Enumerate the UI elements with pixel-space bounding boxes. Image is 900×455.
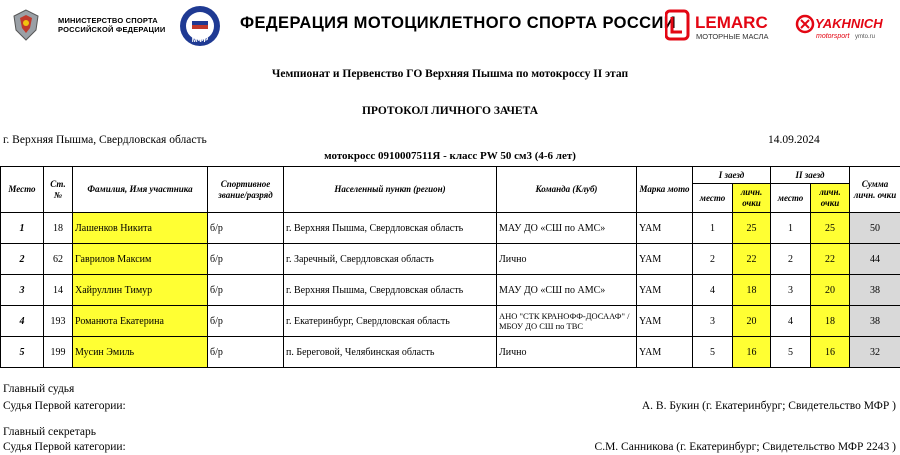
judge-name: А. В. Букин (г. Екатеринбург; Свидетельство МФР ) (641, 400, 896, 412)
header-heat1-points: личн. очки (733, 184, 771, 213)
cell-rank: б/р (208, 213, 284, 244)
header-row (1, 167, 900, 184)
cell-h2-place: 4 (771, 306, 811, 337)
cell-name: Лашенков Никита (73, 213, 208, 244)
cell-city: г. Верхняя Пышма, Свердловская область (284, 275, 497, 306)
header-heat2-place: место (771, 184, 811, 213)
cell-city: г. Верхняя Пышма, Свердловская область (284, 213, 497, 244)
cell-brand: YAM (637, 337, 693, 368)
date: 14.09.2024 (768, 134, 820, 146)
cell-h1-points: 25 (733, 213, 771, 244)
cell-h1-points: 18 (733, 275, 771, 306)
cell-rank: б/р (208, 337, 284, 368)
header-place: Место (1, 167, 44, 213)
cell-team: АНО "СТК КРАНОФФ-ДОСААФ" / МБОУ ДО СШ по ТВС (497, 306, 637, 337)
cell-name: Хайруллин Тимур (73, 275, 208, 306)
table-row (1, 244, 900, 275)
ministry-name: МИНИСТЕРСТВО СПОРТА РОССИЙСКОЙ ФЕДЕРАЦИИ (58, 16, 166, 34)
class-line: мотокросс 0910007511Я - класс PW 50 см3 (4-6 лет) (324, 150, 576, 162)
yakhnich-logo (795, 12, 895, 46)
lemarc-name: LEMARC (695, 13, 768, 32)
cell-h2-place: 2 (771, 244, 811, 275)
cell-city: г. Заречный, Свердловская область (284, 244, 497, 275)
secretary-name: С.М. Санникова (г. Екатеринбург; Свидетельство МФР 2243 ) (594, 441, 896, 453)
yakhnich-site: ymto.ru (855, 34, 876, 40)
cell-brand: YAM (637, 306, 693, 337)
lemarc-tagline: МОТОРНЫЕ МАСЛА (696, 32, 769, 41)
cell-team: МАУ ДО «СШ по АМС» (497, 275, 637, 306)
yakhnich-tagline: motorsport (816, 33, 850, 40)
cell-total: 38 (850, 306, 900, 337)
cell-h2-place: 3 (771, 275, 811, 306)
cell-h1-place: 2 (693, 244, 733, 275)
header-rank: Спортивное звание/разряд (208, 167, 284, 213)
lemarc-emblem-icon (666, 11, 688, 39)
cell-place: 3 (1, 275, 44, 306)
results-table (0, 166, 900, 368)
table-row (1, 337, 900, 368)
mfr-logo-icon (175, 4, 225, 50)
cell-h1-place: 4 (693, 275, 733, 306)
cell-start-no: 18 (44, 213, 73, 244)
cell-h1-place: 3 (693, 306, 733, 337)
table-row (1, 275, 900, 306)
cell-total: 50 (850, 213, 900, 244)
cell-h1-points: 20 (733, 306, 771, 337)
header-brand: Марка мото (637, 167, 693, 213)
header-name: Фамилия, Имя участника (73, 167, 208, 213)
cell-h2-place: 1 (771, 213, 811, 244)
cell-brand: YAM (637, 213, 693, 244)
cell-h1-place: 1 (693, 213, 733, 244)
championship-title: Чемпионат и Первенство ГО Верхняя Пышма по мотокроссу II этап (271, 68, 629, 80)
cell-total: 38 (850, 275, 900, 306)
cell-team: Лично (497, 244, 637, 275)
cell-start-no: 193 (44, 306, 73, 337)
yakhnich-name: YAKHNICH (815, 16, 883, 31)
cell-h2-points: 25 (811, 213, 850, 244)
cell-name: Гаврилов Максим (73, 244, 208, 275)
svg-text:МФР: МФР (191, 37, 209, 44)
cell-start-no: 199 (44, 337, 73, 368)
header-total: Сумма личн. очки (850, 167, 900, 213)
cell-h2-points: 18 (811, 306, 850, 337)
cell-h2-points: 16 (811, 337, 850, 368)
cell-total: 32 (850, 337, 900, 368)
secretary-title: Главный секретарь (3, 426, 97, 438)
cell-h2-place: 5 (771, 337, 811, 368)
federation-title: ФЕДЕРАЦИЯ МОТОЦИКЛЕТНОГО СПОРТА РОССИИ (240, 14, 677, 32)
yakhnich-emblem-icon (797, 16, 813, 32)
cell-h1-place: 5 (693, 337, 733, 368)
header-heat2: II заезд (771, 167, 850, 184)
protocol-title: ПРОТОКОЛ ЛИЧНОГО ЗАЧЕТА (361, 105, 538, 117)
cell-city: п. Береговой, Челябинская область (284, 337, 497, 368)
cell-name: Мусин Эмиль (73, 337, 208, 368)
cell-total: 44 (850, 244, 900, 275)
location: г. Верхняя Пышма, Свердловская область (3, 134, 207, 146)
cell-start-no: 14 (44, 275, 73, 306)
cell-place: 5 (1, 337, 44, 368)
cell-start-no: 62 (44, 244, 73, 275)
cell-team: Лично (497, 337, 637, 368)
header-city: Населенный пункт (регион) (284, 167, 497, 213)
cell-h1-points: 22 (733, 244, 771, 275)
cell-place: 2 (1, 244, 44, 275)
header-heat1-place: место (693, 184, 733, 213)
secretary-category: Судья Первой категории: (3, 441, 126, 453)
judge-title: Главный судья (3, 383, 75, 395)
cell-rank: б/р (208, 306, 284, 337)
header-start-no: Ст. № (44, 167, 73, 213)
header-heat2-points: личн. очки (811, 184, 850, 213)
lemarc-logo (665, 8, 783, 44)
cell-h2-points: 22 (811, 244, 850, 275)
ministry-emblem-icon (6, 6, 46, 46)
header-team: Команда (Клуб) (497, 167, 637, 213)
cell-brand: YAM (637, 275, 693, 306)
cell-h2-points: 20 (811, 275, 850, 306)
cell-team: МАУ ДО «СШ по АМС» (497, 213, 637, 244)
cell-city: г. Екатеринбург, Свердловская область (284, 306, 497, 337)
cell-place: 4 (1, 306, 44, 337)
cell-rank: б/р (208, 275, 284, 306)
cell-h1-points: 16 (733, 337, 771, 368)
table-row (1, 213, 900, 244)
table-row (1, 306, 900, 337)
cell-brand: YAM (637, 244, 693, 275)
cell-name: Романюта Екатерина (73, 306, 208, 337)
judge-category: Судья Первой категории: (3, 400, 126, 412)
cell-place: 1 (1, 213, 44, 244)
header-heat1: I заезд (693, 167, 771, 184)
cell-rank: б/р (208, 244, 284, 275)
